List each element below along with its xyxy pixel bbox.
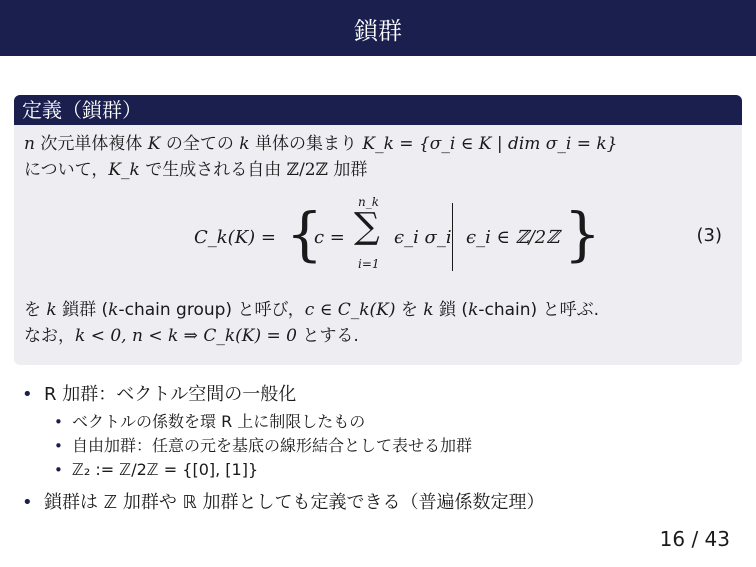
chain-group-equation (24, 195, 732, 291)
definition-line-4: なお，k < 0, n < k ⇒ C_k(K) = 0 とする. (24, 326, 359, 346)
sum-upper-limit: n_k (358, 195, 379, 209)
bullet-list (44, 380, 734, 518)
bullet-item: • R 加群：ベクトル空間の一般化 (44, 380, 734, 410)
slide-title: 鎖群 (354, 16, 402, 45)
slide-title-bar (0, 0, 756, 56)
definition-line-3: を k 鎖群 (k-chain group) と呼び，c ∈ C_k(K) を k 鎖 (k-chain) と呼ぶ. (24, 300, 599, 320)
bullet-item: • 鎖群は ℤ 加群や ℝ 加群としても定義できる（普遍係数定理） (44, 488, 734, 518)
sum-lower-limit: i=1 (358, 257, 380, 271)
equation-number: (3) (696, 225, 722, 246)
sub-bullet-item: • 自由加群：任意の元を基底の線形結合として表せる加群 (72, 434, 734, 458)
sub-bullet-item: • ℤ₂ := ℤ/2ℤ = {[0], [1]} (72, 458, 734, 482)
summand: ϵ_i σ_i (394, 227, 452, 248)
kk-set-expression: K_k = {σ_i ∈ K | dim σ_i = k} (362, 134, 618, 154)
right-brace: } (564, 200, 601, 268)
definition-body (14, 125, 742, 365)
set-element: c = (314, 227, 345, 248)
left-brace: { (286, 200, 323, 268)
page-number: 16 / 43 (659, 527, 730, 551)
set-divider (452, 203, 453, 271)
set-condition: ϵ_i ∈ ℤ/2ℤ (466, 227, 560, 248)
sub-bullet-item: • ベクトルの係数を環 R 上に制限したもの (72, 410, 734, 434)
definition-line-2: について，K_k で生成される自由 ℤ/2ℤ 加群 (24, 160, 368, 180)
sum-symbol: ∑ (354, 206, 380, 247)
definition-line-1: n 次元単体複体 K の全ての k 単体の集まり K_k = {σ_i ∈ K | dim σ_i = k} (24, 134, 618, 154)
definition-title: 定義（鎖群） (14, 95, 742, 125)
equation-lhs: C_k(K) = (194, 227, 276, 248)
